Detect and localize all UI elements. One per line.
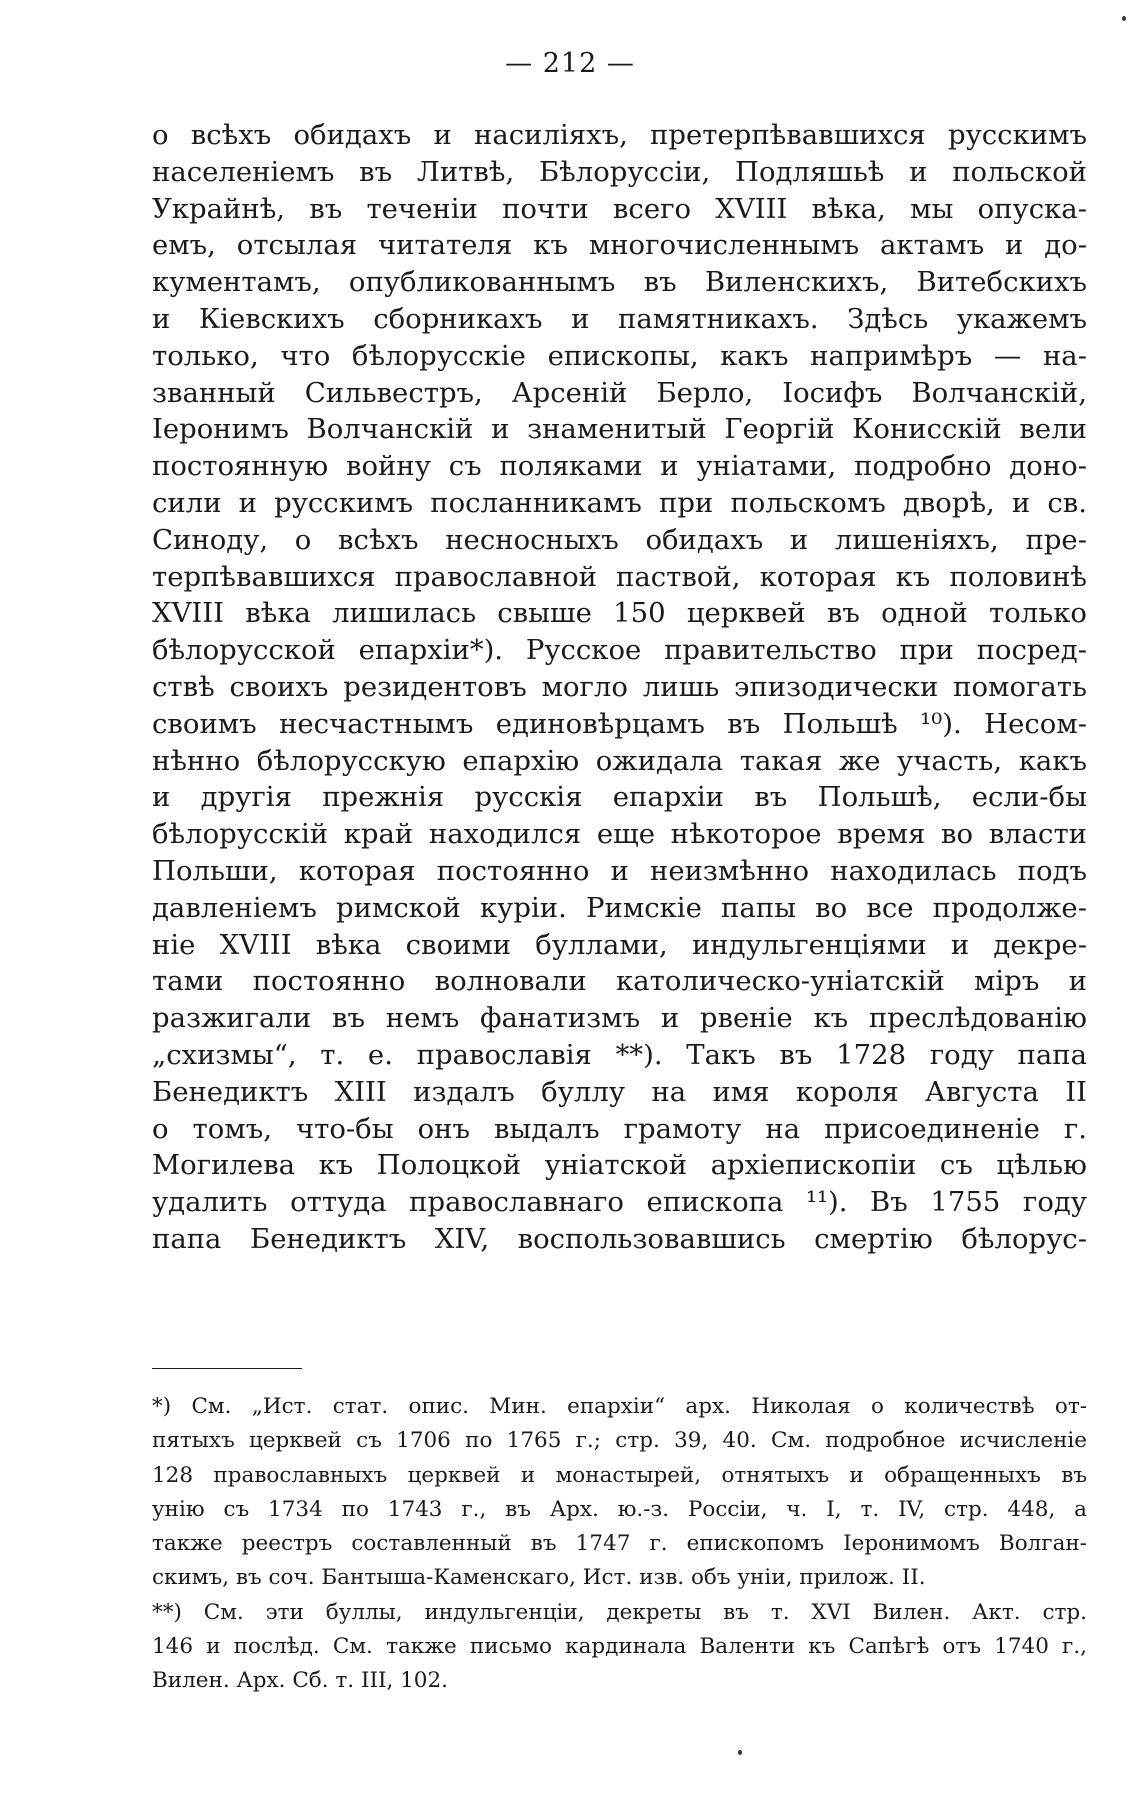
footnote-line: унію съ 1734 по 1743 г., въ Арх. ю.-з. Россіи, ч. I, т. IV, стр. 448, а: [152, 1496, 1087, 1522]
text-line: терпѣвавшихся православной паствой, которая къ половинѣ: [152, 560, 1087, 593]
footnote-line: Вилен. Арх. Сб. т. III, 102.: [152, 1668, 448, 1694]
footnote-separator: [152, 1368, 302, 1369]
text-line: тами постоянно волновали католическо-уніатскій міръ и: [152, 965, 1087, 998]
text-line: своимъ несчастнымъ единовѣрцамъ въ Польшѣ ¹⁰). Несом-: [152, 707, 1087, 740]
text-line: разжигали въ немъ фанатизмъ и рвеніе къ преслѣдованію: [152, 1002, 1087, 1035]
text-line: Могилева къ Полоцкой уніатской архіепископіи съ цѣлью: [152, 1149, 1087, 1182]
footnote-line: 146 и послѣд. См. также письмо кардинала Валенти къ Сапѣгѣ отъ 1740 г.,: [152, 1634, 1087, 1660]
text-line: Польши, которая постоянно и неизмѣнно находилась подъ: [152, 854, 1087, 887]
text-line: удалить оттуда православнаго епископа ¹¹). Въ 1755 году: [152, 1186, 1087, 1219]
body-text: [152, 117, 1087, 1258]
text-line: емъ, отсылая читателя къ многочисленнымъ актамъ и до-: [152, 229, 1087, 262]
text-line: давленіемъ римской куріи. Римскіе папы во все продолже-: [152, 891, 1087, 924]
text-line: о томъ, что-бы онъ выдалъ грамоту на присоединеніе г.: [152, 1112, 1087, 1145]
footnote-line: скимъ, въ соч. Бантыша-Каменскаго, Ист. изв. объ уніи, прилож. II.: [152, 1565, 926, 1591]
text-line: кументамъ, опубликованнымъ въ Виленскихъ, Витебскихъ: [152, 266, 1087, 299]
text-line: только, что бѣлорусскіе епископы, какъ напримѣръ — на-: [152, 339, 1087, 372]
text-line: и Кіевскихъ сборникахъ и памятникахъ. Здѣсь укажемъ: [152, 302, 1087, 335]
text-line: нѣнно бѣлорусскую епархію ожидала такая же участь, какъ: [152, 744, 1087, 777]
text-line: ствѣ своихъ резидентовъ могло лишь эпизодически помогать: [152, 670, 1087, 703]
footnote-line: *) См. „Ист. стат. опис. Мин. епархіи“ арх. Николая о количествѣ от-: [152, 1394, 1087, 1419]
text-line: постоянную войну съ поляками и уніатами, подробно доно-: [152, 450, 1087, 483]
text-line: сили и русскимъ посланникамъ при польскомъ дворѣ, и св.: [152, 486, 1087, 519]
text-line: бѣлорусской епархіи*). Русское правительство при посред-: [152, 634, 1087, 667]
text-line: „схизмы“, т. е. православія **). Такъ въ 1728 году папа: [152, 1038, 1087, 1071]
footnote-line: пятыхъ церквей съ 1706 по 1765 г.; стр. 39, 40. См. подробное исчисленіе: [152, 1428, 1087, 1454]
text-line: Іеронимъ Волчанскій и знаменитый Георгій Конисскій вели: [152, 413, 1087, 446]
text-line: Украйнѣ, въ теченіи почти всего XVIII вѣка, мы опуска-: [152, 192, 1087, 225]
text-line: о всѣхъ обидахъ и насиліяхъ, претерпѣвавшихся русскимъ: [152, 119, 1087, 151]
text-line: папа Бенедиктъ XIV, воспользовавшись смертію бѣлорус-: [152, 1222, 1087, 1255]
text-line: бѣлорусскій край находился еще нѣкоторое время во власти: [152, 818, 1087, 851]
text-line: и другія прежнія русскія епархіи въ Польшѣ, если-бы: [152, 781, 1087, 814]
footnote-line: также реестръ составленный въ 1747 г. епископомъ Іеронимомъ Волган-: [152, 1531, 1087, 1557]
text-line: населеніемъ въ Литвѣ, Бѣлоруссіи, Подляшьѣ и польской: [152, 155, 1087, 188]
footnote-line: 128 православныхъ церквей и монастырей, отнятыхъ и обращенныхъ въ: [152, 1462, 1087, 1488]
text-line: званный Сильвестръ, Арсеній Берло, Іосифъ Волчанскій,: [152, 376, 1087, 409]
print-speck: [738, 1750, 742, 1755]
page-number: — 212 —: [505, 48, 635, 79]
text-line: Синоду, о всѣхъ несносныхъ обидахъ и лишеніяхъ, пре-: [152, 523, 1087, 556]
text-line: Бенедиктъ XIII издалъ буллу на имя короля Августа II: [152, 1075, 1087, 1108]
footnote-line: **) См. эти буллы, индульгенціи, декреты въ т. XVI Вилен. Акт. стр.: [152, 1599, 1087, 1625]
print-speck: [1122, 16, 1126, 21]
footnotes: [152, 1390, 1087, 1699]
text-line: ніе XVIII вѣка своими буллами, индульгенціями и декре-: [152, 928, 1087, 961]
text-line: XVIII вѣка лишилась свыше 150 церквей въ одной только: [152, 597, 1087, 630]
